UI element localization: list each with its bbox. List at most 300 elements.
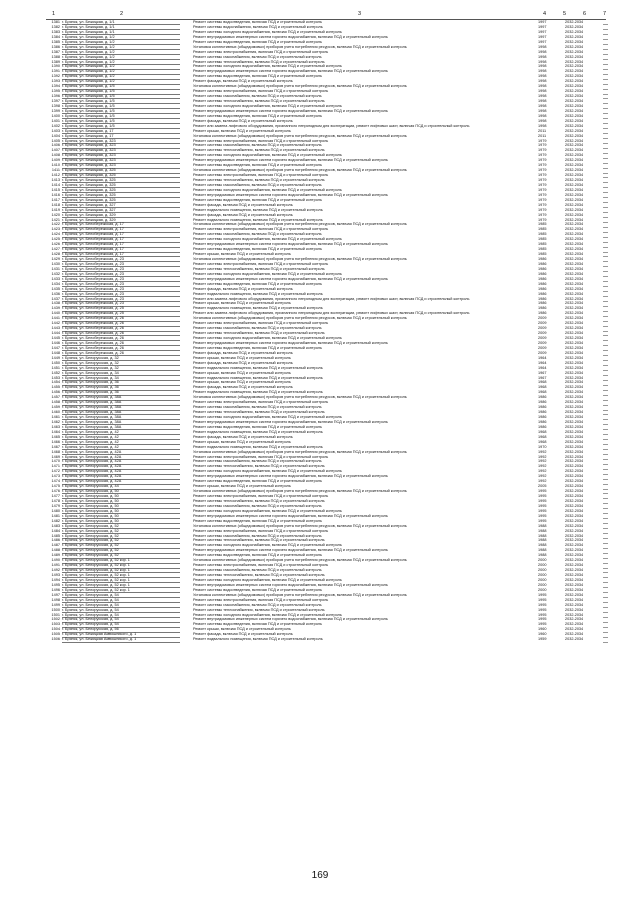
row-number: 1488 — [51, 548, 60, 553]
row-plan-period: 2032-2034 — [565, 257, 584, 261]
row-address: г. Брянск, ул. Бежицкая, д. 323 — [62, 143, 180, 148]
row-number: 1467 — [51, 444, 60, 449]
row-year: 1986 — [538, 424, 547, 429]
row-work-type: Ремонт системы холодного водоснабжения, включая ПСД и строительный контроль — [193, 577, 342, 582]
row-work-type: Ремонт системы холодного водоснабжения, включая ПСД и строительный контроль — [193, 237, 342, 242]
row-address: г. Брянск, ул. Белорусская, д. 50 — [62, 494, 180, 499]
row-plan-period: 2032-2034 — [565, 577, 584, 582]
row-number: 1437 — [51, 296, 60, 301]
row-number: 1468 — [51, 449, 60, 454]
row-plan-period: 2032-2034 — [565, 331, 584, 336]
row-number: 1492 — [51, 568, 60, 573]
row-year: 1986 — [538, 301, 547, 306]
row-plan-period: 2032-2034 — [565, 513, 584, 518]
row-plan-period: 2032-2034 — [565, 247, 584, 252]
row-year: 1998 — [538, 113, 547, 118]
row-number: 1385 — [51, 39, 60, 44]
row-year: 1998 — [538, 59, 547, 64]
row-plan-period: 2032-2034 — [565, 138, 584, 143]
row-plan-period: 2032-2034 — [565, 59, 584, 64]
row-number: 1414 — [51, 182, 60, 187]
row-work-type: Ремонт системы водоотведения, включая ПСД и строительный контроль — [193, 39, 322, 44]
row-plan-period: 2032-2034 — [565, 350, 584, 355]
row-plan-period: 2032-2034 — [565, 148, 584, 153]
row-plan-period: 2032-2034 — [565, 518, 584, 523]
row-number: 1422 — [51, 222, 60, 227]
row-plan-period: 2032-2034 — [565, 118, 584, 123]
row-year: 1979 — [538, 207, 547, 212]
row-number: 1462 — [51, 419, 60, 424]
row-number: 1476 — [51, 489, 60, 494]
row-year: 1998 — [538, 99, 547, 103]
row-address: г. Брянск, ул. Белорусская, д. 54 — [62, 603, 180, 608]
row-number: 1416 — [51, 192, 60, 197]
row-address: г. Брянск, ул. Белорусская, д. 52 кор. 1 — [62, 558, 180, 563]
row-address: г. Брянск, ул. Белорусская, д. 32 — [62, 356, 180, 361]
row-year: 1985 — [538, 237, 547, 242]
row-work-type: Установка коллективных (общедомовых) приборов учета потребления ресурсов, включая ПСД и строительный контроль — [193, 523, 407, 528]
row-year: 1992 — [538, 449, 547, 454]
row-plan-period: 2032-2034 — [565, 449, 584, 454]
row-plan-period: 2032-2034 — [565, 128, 584, 133]
row-work-type: Установка коллективных (общедомовых) приборов учета потребления ресурсов, включая ПСД и строительный контроль — [193, 133, 407, 138]
row-year: 1970 — [538, 444, 547, 449]
row-plan-period: 2032-2034 — [565, 637, 584, 642]
row-address: г. Брянск, ул. Белорусская, д. 54 — [62, 617, 180, 622]
header-col-4: 4 — [543, 11, 547, 17]
row-year: 2000 — [538, 563, 547, 568]
row-address: г. Брянск, ул. Белобережская, д. 23 — [62, 272, 180, 277]
row-address: г. Брянск, ул. Бежицкая, д. 323 — [62, 153, 180, 158]
row-plan-period: 2032-2034 — [565, 207, 584, 212]
row-work-type: Ремонт системы газоснабжения, включая ПСД и строительный контроль — [193, 568, 322, 573]
row-year: 1995 — [538, 607, 547, 612]
row-address: г. Брянск, ул. Белорусская, д. 42 — [62, 430, 180, 435]
row-number: 1391 — [51, 69, 60, 74]
row-year: 1979 — [538, 143, 547, 148]
row-year: 1998 — [538, 49, 547, 54]
row-plan-period: 2032-2034 — [565, 64, 584, 69]
row-work-type: Ремонт системы холодного водоснабжения, включая ПСД и строительный контроль — [193, 29, 342, 34]
row-year: 1992 — [538, 454, 547, 459]
row-year: 1986 — [538, 415, 547, 419]
row-year: 1998 — [538, 79, 547, 84]
row-number: 1465 — [51, 434, 60, 439]
row-address: г. Брянск, ул. Бежицкая, д. 323 — [62, 148, 180, 153]
row-work-type: Ремонт крыши, включая ПСД и строительный контроль — [193, 439, 291, 444]
row-year: 2000 — [538, 577, 547, 582]
row-work-type: Ремонт внутридомовых инженерных систем горячего водоснабжения, включая ПСД и строительный контроль — [193, 474, 388, 479]
row-address: г. Брянск, ул. Белобережская, д. 23 — [62, 277, 180, 282]
row-number: 1427 — [51, 247, 60, 252]
row-plan-period: 2032-2034 — [565, 370, 584, 375]
row-address: г. Брянск, ул. Белобережская, д. 26 — [62, 341, 180, 346]
row-number: 1428 — [51, 252, 60, 257]
row-plan-period: 2032-2034 — [565, 558, 584, 563]
row-year: 2000 — [538, 587, 547, 592]
row-number: 1398 — [51, 103, 60, 108]
row-work-type: Ремонт системы газоснабжения, включая ПСД и строительный контроль — [193, 533, 322, 538]
row-number: 1432 — [51, 271, 60, 276]
row-work-type: Ремонт системы теплоснабжения, включая ПСД и строительный контроль — [193, 538, 325, 543]
row-address: г. Брянск, ул. Белорусская, д. 42А — [62, 469, 180, 474]
row-work-type: Ремонт системы теплоснабжения, включая ПСД и строительный контроль — [193, 498, 325, 503]
row-number: 1496 — [51, 587, 60, 592]
row-year: 1985 — [538, 232, 547, 237]
row-plan-period: 2032-2034 — [565, 459, 584, 464]
row-address: г. Брянск, ул. Белорусская, д. 38А — [62, 395, 180, 400]
row-number: 1389 — [51, 59, 60, 64]
row-year: 1986 — [538, 410, 547, 415]
row-year: 1986 — [538, 281, 547, 286]
row-number: 1382 — [51, 24, 60, 29]
row-plan-period: 2032-2034 — [565, 113, 584, 118]
row-year: 1986 — [538, 400, 547, 405]
row-address: г. Брянск, ул. Белорусская, д. 36 — [62, 390, 180, 395]
row-work-type: Ремонт системы электроснабжения, включая ПСД и строительный контроль — [193, 261, 329, 266]
row-plan-period: 2032-2034 — [565, 385, 584, 390]
row-year: 1967 — [538, 375, 547, 380]
row-year: 1988 — [538, 528, 547, 533]
row-plan-period: 2032-2034 — [565, 168, 584, 173]
row-year: 1979 — [538, 138, 547, 143]
row-number: 1444 — [51, 331, 60, 336]
row-work-type: Ремонт системы водоотведения, включая ПСД и строительный контроль — [193, 74, 322, 79]
row-plan-period: 2032-2034 — [565, 582, 584, 587]
row-plan-period: 2032-2034 — [565, 34, 584, 39]
row-number: 1381 — [51, 20, 60, 24]
row-plan-period: 2032-2034 — [565, 380, 584, 385]
row-work-type: Ремонт системы холодного водоснабжения, включая ПСД и строительный контроль — [193, 543, 342, 548]
row-plan-period: 2032-2034 — [565, 197, 584, 202]
row-address: г. Брянск, ул. Белорусская, д. 52 кор. 1 — [62, 568, 180, 573]
row-number: 1477 — [51, 494, 60, 498]
row-work-type: Установка коллективных (общедомовых) приборов учета потребления ресурсов, включая ПСД и строительный контроль — [193, 558, 407, 563]
header-col-1: 1 — [52, 11, 56, 17]
row-plan-period: 2032-2034 — [565, 227, 584, 232]
row-year: 1979 — [538, 148, 547, 153]
row-address: г. Брянск, ул. Белобережская, д. 17 — [62, 242, 180, 247]
row-year: 1979 — [538, 217, 547, 222]
row-work-type: Ремонт крыши, включая ПСД и строительный контроль — [193, 301, 291, 306]
row-year: 1985 — [538, 252, 547, 257]
row-number: 1459 — [51, 405, 60, 410]
row-number: 1454 — [51, 380, 60, 385]
row-work-type: Ремонт крыши, включая ПСД и строительный контроль — [193, 128, 291, 133]
row-year: 1995 — [538, 503, 547, 508]
row-work-type: Установка коллективных (общедомовых) приборов учета потребления ресурсов, включая ПСД и строительный контроль — [193, 84, 407, 89]
row-work-type: Ремонт системы теплоснабжения, включая ПСД и строительный контроль — [193, 410, 325, 415]
row-year: 1995 — [538, 518, 547, 523]
row-plan-period: 2032-2034 — [565, 395, 584, 400]
row-work-type: Ремонт крыши, включая ПСД и строительный контроль — [193, 627, 291, 632]
row-number: 1413 — [51, 178, 60, 182]
row-work-type: Ремонт системы электроснабжения, включая ПСД и строительный контроль — [193, 138, 329, 143]
row-year: 1968 — [538, 439, 547, 444]
row-address: г. Брянск, ул. Белобережская, д. 17 — [62, 222, 180, 227]
row-plan-period: 2032-2034 — [565, 553, 584, 558]
row-plan-period: 2032-2034 — [565, 424, 584, 429]
row-plan-period: 2032-2034 — [565, 20, 584, 24]
row-number: 1504 — [51, 627, 60, 632]
row-address: г. Брянск, ул. Белобережская, д. 23 — [62, 262, 180, 267]
row-work-type: Ремонт системы водоотведения, включая ПСД и строительный контроль — [193, 345, 322, 350]
row-number: 1503 — [51, 622, 60, 627]
row-plan-period: 2032-2034 — [565, 321, 584, 326]
row-work-type: Установка коллективных (общедомовых) приборов учета потребления ресурсов, включая ПСД и строительный контроль — [193, 257, 407, 261]
row-plan-period: 2032-2034 — [565, 326, 584, 331]
row-number: 1494 — [51, 577, 60, 582]
row-plan-period: 2032-2034 — [565, 494, 584, 498]
row-year: 1986 — [538, 261, 547, 266]
row-address: г. Брянск, ул. Бежицкая, д. 1/5 — [62, 99, 180, 104]
row-work-type: Ремонт системы газоснабжения, включая ПСД и строительный контроль — [193, 232, 322, 237]
row-work-type: Ремонт системы газоснабжения, включая ПСД и строительный контроль — [193, 405, 322, 410]
row-address: г. Брянск, ул. Бежицкая, д. 325 — [62, 193, 180, 198]
row-address: г. Брянск, ул. Бежицкая, д. 1/2 — [62, 60, 180, 65]
row-year: 1968 — [538, 429, 547, 434]
row-number: 1464 — [51, 429, 60, 434]
row-work-type: Ремонт внутридомовых инженерных систем горячего водоснабжения, включая ПСД и строительный контроль — [193, 513, 388, 518]
row-year: 1988 — [538, 538, 547, 543]
row-work-type: Ремонт системы электроснабжения, включая ПСД и строительный контроль — [193, 454, 329, 459]
row-plan-period: 2032-2034 — [565, 444, 584, 449]
page-number: 169 — [311, 870, 329, 881]
row-year: 1988 — [538, 533, 547, 538]
row-year: 1985 — [538, 227, 547, 232]
row-plan-period: 2032-2034 — [565, 232, 584, 237]
row-number: 1387 — [51, 49, 60, 54]
row-plan-period: 2032-2034 — [565, 454, 584, 459]
row-number: 1425 — [51, 237, 60, 242]
row-plan-period: 2032-2034 — [565, 415, 584, 419]
row-address: г. Брянск, ул. Белобережская, д. 26 — [62, 321, 180, 326]
row-address: г. Брянск, ул. Бежицкая, д. 327 — [62, 208, 180, 213]
row-address: г. Брянск, ул. Белорусская, д. 38А — [62, 415, 180, 420]
row-plan-period: 2032-2034 — [565, 242, 584, 247]
row-year: 1979 — [538, 197, 547, 202]
row-year: 1979 — [538, 178, 547, 182]
row-number: 1472 — [51, 469, 60, 474]
row-plan-period: 2032-2034 — [565, 622, 584, 627]
row-plan-period: 2032-2034 — [565, 291, 584, 296]
row-number: 1412 — [51, 173, 60, 178]
row-address: г. Брянск, ул. Бежицкая, д. 1/1 — [62, 20, 180, 25]
row-number: 1405 — [51, 138, 60, 143]
row-number: 1396 — [51, 94, 60, 99]
row-year: 1986 — [538, 266, 547, 271]
row-plan-period: 2032-2034 — [565, 79, 584, 84]
row-number: 1446 — [51, 340, 60, 345]
row-work-type: Ремонт внутридомовых инженерных систем горячего водоснабжения, включая ПСД и строительный контроль — [193, 548, 388, 553]
row-address: г. Брянск, ул. Бежицкая, д. 1/1 — [62, 25, 180, 30]
row-plan-period: 2032-2034 — [565, 39, 584, 44]
row-work-type: Ремонт фасада, включая ПСД и строительный контроль — [193, 202, 293, 207]
row-address: г. Брянск, ул. Белобережская, д. 23 — [62, 301, 180, 306]
row-address: г. Брянск, ул. Белорусская, д. 38А — [62, 400, 180, 405]
row-work-type: Ремонт крыши, включая ПСД и строительный контроль — [193, 252, 291, 257]
row-plan-period: 2032-2034 — [565, 617, 584, 622]
row-plan-period: 2032-2034 — [565, 301, 584, 306]
row-year: 1985 — [538, 247, 547, 252]
row-number: 1408 — [51, 153, 60, 158]
row-address: г. Брянск, ул. Белорусская, д. 52 кор. 1 — [62, 583, 180, 588]
row-year: 1979 — [538, 182, 547, 187]
row-number: 1452 — [51, 370, 60, 375]
row-year: 1959 — [538, 637, 547, 642]
row-year: 1986 — [538, 306, 547, 311]
row-plan-period: 2032-2034 — [565, 410, 584, 415]
row-year: 1968 — [538, 385, 547, 390]
row-year: 2000 — [538, 573, 547, 577]
row-address: г. Брянск, ул. Бежицкая, д. 1/2 — [62, 79, 180, 84]
header-col-2: 2 — [120, 11, 124, 17]
row-plan-period: 2032-2034 — [565, 469, 584, 474]
row-number: 1506 — [51, 637, 60, 642]
row-work-type: Ремонт системы холодного водоснабжения, включая ПСД и строительный контроль — [193, 415, 342, 419]
row-work-type: Установка коллективных (общедомовых) приборов учета потребления ресурсов, включая ПСД и строительный контроль — [193, 316, 407, 321]
row-address: г. Брянск, ул. Белорусская, д. 56 — [62, 627, 180, 632]
row-plan-period: 2032-2034 — [565, 568, 584, 573]
row-address: г. Брянск, ул. Белобережская, д. 23 — [62, 267, 180, 272]
row-address: г. Брянск, ул. Бежицкая, д. 1/1 — [62, 30, 180, 35]
row-number: 1386 — [51, 44, 60, 49]
row-plan-period: 2032-2034 — [565, 281, 584, 286]
row-address: г. Брянск, ул. Белобережская, д. 17 — [62, 252, 180, 257]
row-plan-period: 2032-2034 — [565, 508, 584, 513]
row-plan-period: 2032-2034 — [565, 419, 584, 424]
row-number: 1479 — [51, 503, 60, 508]
row-plan-period: 2032-2034 — [565, 439, 584, 444]
row-plan-period: 2032-2034 — [565, 187, 584, 192]
row-work-type: Ремонт системы электроснабжения, включая ПСД и строительный контроль — [193, 49, 329, 54]
row-work-type: Ремонт фасада, включая ПСД и строительный контроль — [193, 286, 293, 291]
row-year: 2009 — [538, 350, 547, 355]
row-number: 1397 — [51, 99, 60, 103]
row-number: 1475 — [51, 484, 60, 489]
row-year: 1998 — [538, 108, 547, 113]
row-work-type: Ремонт системы электроснабжения, включая ПСД и строительный контроль — [193, 321, 329, 326]
row-number: 1394 — [51, 84, 60, 89]
row-year: 1986 — [538, 395, 547, 400]
row-work-type: Ремонт или замена лифтового оборудования, признанного непригодным для эксплуатации, ремонт лифтовых шахт, включая ПСД и строительный контроль — [193, 311, 470, 316]
row-address: г. Брянск, ул. Бежицкая, д. 1/5 — [62, 104, 180, 109]
row-address: г. Брянск, ул. Белорусская, д. 54 — [62, 622, 180, 627]
row-plan-period: 2032-2034 — [565, 607, 584, 612]
row-number: 1493 — [51, 573, 60, 577]
row-number: 1420 — [51, 212, 60, 217]
row-work-type: Ремонт фасада, включая ПСД и строительный контроль — [193, 434, 293, 439]
row-divider — [603, 637, 608, 642]
row-plan-period: 2032-2034 — [565, 153, 584, 158]
row-address: г. Брянск, ул. Бежицкая, д. 1/5 — [62, 84, 180, 89]
row-plan-period: 2032-2034 — [565, 212, 584, 217]
row-work-type: Установка коллективных (общедомовых) приборов учета потребления ресурсов, включая ПСД и строительный контроль — [193, 592, 407, 597]
row-plan-period: 2032-2034 — [565, 49, 584, 54]
row-plan-period: 2032-2034 — [565, 563, 584, 568]
row-address: г. Брянск, ул. Белорусская, д. 50 — [62, 514, 180, 519]
row-number: 1502 — [51, 617, 60, 622]
row-number: 1424 — [51, 232, 60, 237]
row-year: 1979 — [538, 163, 547, 168]
row-work-type: Установка коллективных (общедомовых) приборов учета потребления ресурсов, включая ПСД и строительный контроль — [193, 222, 407, 227]
row-work-type: Ремонт системы газоснабжения, включая ПСД и строительный контроль — [193, 94, 322, 99]
row-year: 1995 — [538, 612, 547, 617]
row-work-type: Ремонт системы холодного водоснабжения, включая ПСД и строительный контроль — [193, 271, 342, 276]
row-number: 1451 — [51, 365, 60, 370]
row-address: г. Брянск, ул. Белорусская, д. 42А — [62, 450, 180, 455]
row-year: 1992 — [538, 469, 547, 474]
row-plan-period: 2032-2034 — [565, 548, 584, 553]
row-year: 2009 — [538, 331, 547, 336]
row-year: 2011 — [538, 128, 547, 133]
row-work-type: Установка коллективных (общедомовых) приборов учета потребления ресурсов, включая ПСД и строительный контроль — [193, 168, 407, 173]
row-plan-period: 2032-2034 — [565, 24, 584, 29]
row-number: 1445 — [51, 336, 60, 340]
row-number: 1484 — [51, 528, 60, 533]
row-number: 1483 — [51, 523, 60, 528]
row-work-type: Ремонт системы водоотведения, включая ПСД и строительный контроль — [193, 113, 322, 118]
row-number: 1486 — [51, 538, 60, 543]
header-col-7: 7 — [603, 11, 607, 17]
row-year: 1995 — [538, 617, 547, 622]
row-year: 1995 — [538, 622, 547, 627]
row-number: 1399 — [51, 108, 60, 113]
row-work-type: Ремонт фасада, включая ПСД и строительный контроль — [193, 360, 293, 365]
row-number: 1499 — [51, 602, 60, 607]
row-work-type: Ремонт системы холодного водоснабжения, включая ПСД и строительный контроль — [193, 153, 342, 158]
row-number: 1500 — [51, 607, 60, 612]
row-number: 1485 — [51, 533, 60, 538]
row-work-type: Ремонт системы холодного водоснабжения, включая ПСД и строительный контроль — [193, 64, 342, 69]
row-number: 1390 — [51, 64, 60, 69]
row-address: г. Брянск, ул. Бежицкая, д. 1/5 — [62, 114, 180, 119]
row-work-type: Ремонт системы водоотведения, включая ПСД и строительный контроль — [193, 424, 322, 429]
row-number: 1505 — [51, 632, 60, 637]
row-year: 2009 — [538, 340, 547, 345]
row-plan-period: 2032-2034 — [565, 390, 584, 395]
row-number: 1463 — [51, 424, 60, 429]
row-address: г. Брянск, ул. Белорусская, д. 52 — [62, 543, 180, 548]
row-work-type: Ремонт системы водоотведения, включая ПСД и строительный контроль — [193, 622, 322, 627]
row-address: г. Брянск, ул. Белорусская, д. 52 — [62, 553, 180, 558]
header-col-6: 6 — [583, 11, 587, 17]
row-address: г. Брянск, ул. Бежицкая Амвошникого, д. 1 — [62, 632, 180, 637]
row-number: 1404 — [51, 133, 60, 138]
row-number: 1415 — [51, 187, 60, 192]
row-address: г. Брянск, ул. Белобережская, д. 26 — [62, 316, 180, 321]
row-plan-period: 2032-2034 — [565, 489, 584, 494]
row-plan-period: 2032-2034 — [565, 400, 584, 405]
row-work-type: Ремонт системы теплоснабжения, включая ПСД и строительный контроль — [193, 607, 325, 612]
row-number: 1393 — [51, 79, 60, 84]
row-work-type: Ремонт системы теплоснабжения, включая ПСД и строительный контроль — [193, 99, 325, 103]
row-plan-period: 2032-2034 — [565, 503, 584, 508]
row-work-type: Ремонт крыши, включая ПСД и строительный контроль — [193, 484, 291, 489]
row-plan-period: 2032-2034 — [565, 573, 584, 577]
row-address: г. Брянск, ул. Белобережская, д. 26 — [62, 331, 180, 336]
row-address: г. Брянск, ул. Белобережская, д. 25 — [62, 306, 180, 311]
row-year: 1986 — [538, 405, 547, 410]
row-year: 1998 — [538, 94, 547, 99]
row-work-type: Ремонт системы водоотведения, включая ПСД и строительный контроль — [193, 163, 322, 168]
row-work-type: Ремонт подвального помещения, включая ПСД и строительный контроль — [193, 306, 323, 311]
row-number: 1418 — [51, 202, 60, 207]
row-plan-period: 2032-2034 — [565, 464, 584, 469]
row-year: 1992 — [538, 474, 547, 479]
row-work-type: Ремонт системы водоснабжения, включая ПСД и строительный контроль — [193, 24, 323, 29]
row-number: 1388 — [51, 54, 60, 59]
